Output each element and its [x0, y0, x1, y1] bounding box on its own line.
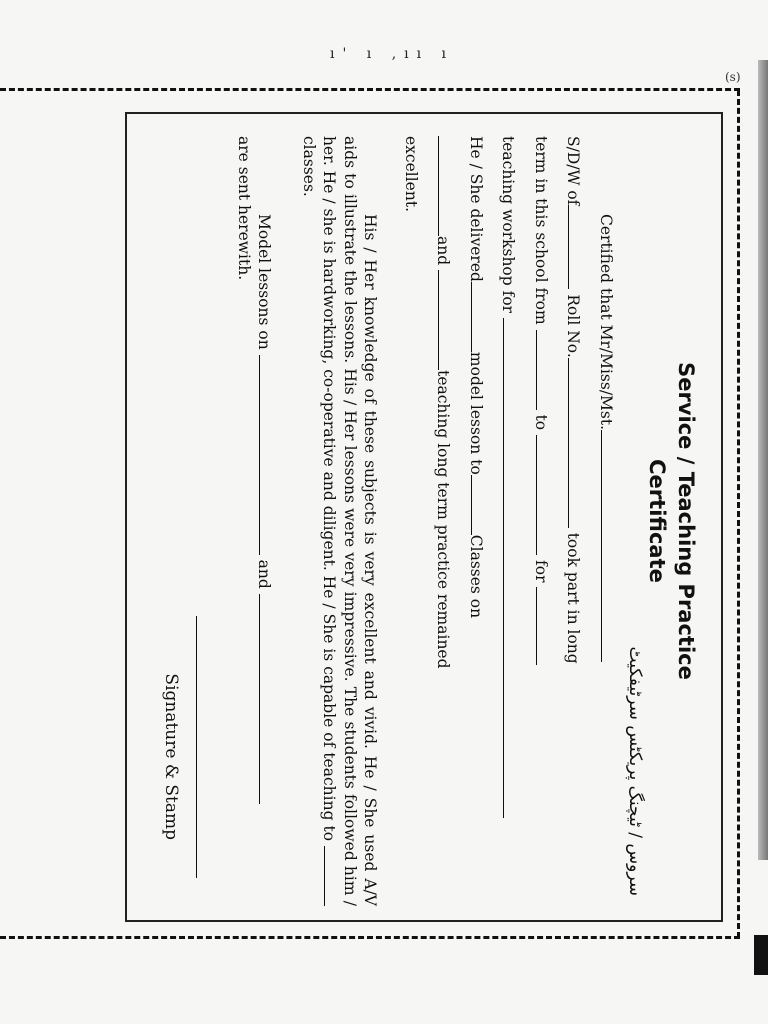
title-block: [625, 126, 700, 916]
line-delivered: [460, 136, 493, 908]
from-date-field[interactable]: [536, 330, 555, 410]
subject-two-field[interactable]: [439, 270, 458, 370]
page-title: Service / Teaching Practice: [674, 362, 698, 680]
sdw-label: S/D/W of: [564, 136, 583, 206]
roll-number-field[interactable]: [569, 358, 588, 528]
scan-edge-block: [754, 935, 768, 975]
page-subtitle: Certificate: [645, 459, 669, 583]
classes-on-label: Classes on: [467, 534, 485, 619]
class-field[interactable]: [471, 475, 490, 535]
workshop-field[interactable]: [504, 318, 523, 818]
delivered-label: He / She delivered: [467, 136, 485, 282]
to-label: to: [532, 414, 550, 431]
model-lesson-to-label: model lesson to: [467, 351, 485, 475]
lesson-count-field[interactable]: [471, 282, 490, 352]
model-lesson-two-field[interactable]: [260, 594, 275, 804]
line-sdw: [557, 136, 590, 908]
term-label: term in this school from: [532, 136, 550, 325]
subject-one-field[interactable]: [439, 136, 458, 236]
signature-block: [161, 126, 226, 916]
model-lesson-one-field[interactable]: [260, 355, 275, 555]
certified-label: Certified that Mr/Miss/Mst.: [597, 214, 615, 431]
line-and: [427, 136, 460, 908]
page-number-mark: (s): [725, 70, 741, 84]
model-lessons-label: Model lessons on: [255, 214, 274, 350]
guardian-field[interactable]: [569, 205, 588, 289]
signature-label: Signature & Stamp: [161, 673, 182, 840]
urdu-title: سروس / ٹیچنگ پریکٹس سرٹیفکیٹ: [625, 646, 645, 896]
capable-classes-field[interactable]: [325, 846, 340, 906]
name-field[interactable]: [601, 430, 620, 662]
duration-field[interactable]: [536, 587, 555, 665]
model-lessons-and: and: [255, 559, 274, 589]
and-label: and: [434, 236, 453, 266]
to-date-field[interactable]: [536, 435, 555, 555]
workshop-label: teaching workshop for: [499, 136, 518, 314]
form-body: [234, 126, 623, 916]
roll-label: Roll No.: [564, 294, 583, 358]
line-excellent: [395, 136, 428, 908]
signature-line[interactable]: [197, 616, 198, 878]
scan-edge-shadow: [758, 60, 768, 860]
practice-label: teaching long term practice remained: [434, 370, 453, 669]
remarks-end: classes.: [300, 136, 318, 197]
model-lessons-paragraph: [234, 136, 275, 908]
took-part-label: took part in long: [564, 532, 583, 664]
remarks-text: His / Her knowledge of these subjects is very excellent and vivid. He / She used A/V aids to illustrate the lessons. His / Her lessons were very impressive. The students followed him / her. He / she is hardworking, co-operative and diligent. He / She is capable of teaching to: [320, 136, 380, 906]
outer-border-bottom: [0, 936, 740, 939]
line-workshop: [492, 136, 525, 908]
line-certified: [590, 136, 623, 908]
certificate-content: [140, 126, 700, 916]
line-term: [525, 136, 558, 908]
outer-border-right: [737, 90, 740, 938]
outer-border-top: [0, 88, 740, 91]
excellent-label: excellent.: [402, 136, 420, 212]
model-lessons-end: are sent herewith.: [235, 136, 253, 281]
for-label: for: [532, 560, 550, 583]
header-scribble: ı' ı ,ıı ı: [330, 46, 455, 62]
remarks-paragraph: [299, 136, 381, 908]
